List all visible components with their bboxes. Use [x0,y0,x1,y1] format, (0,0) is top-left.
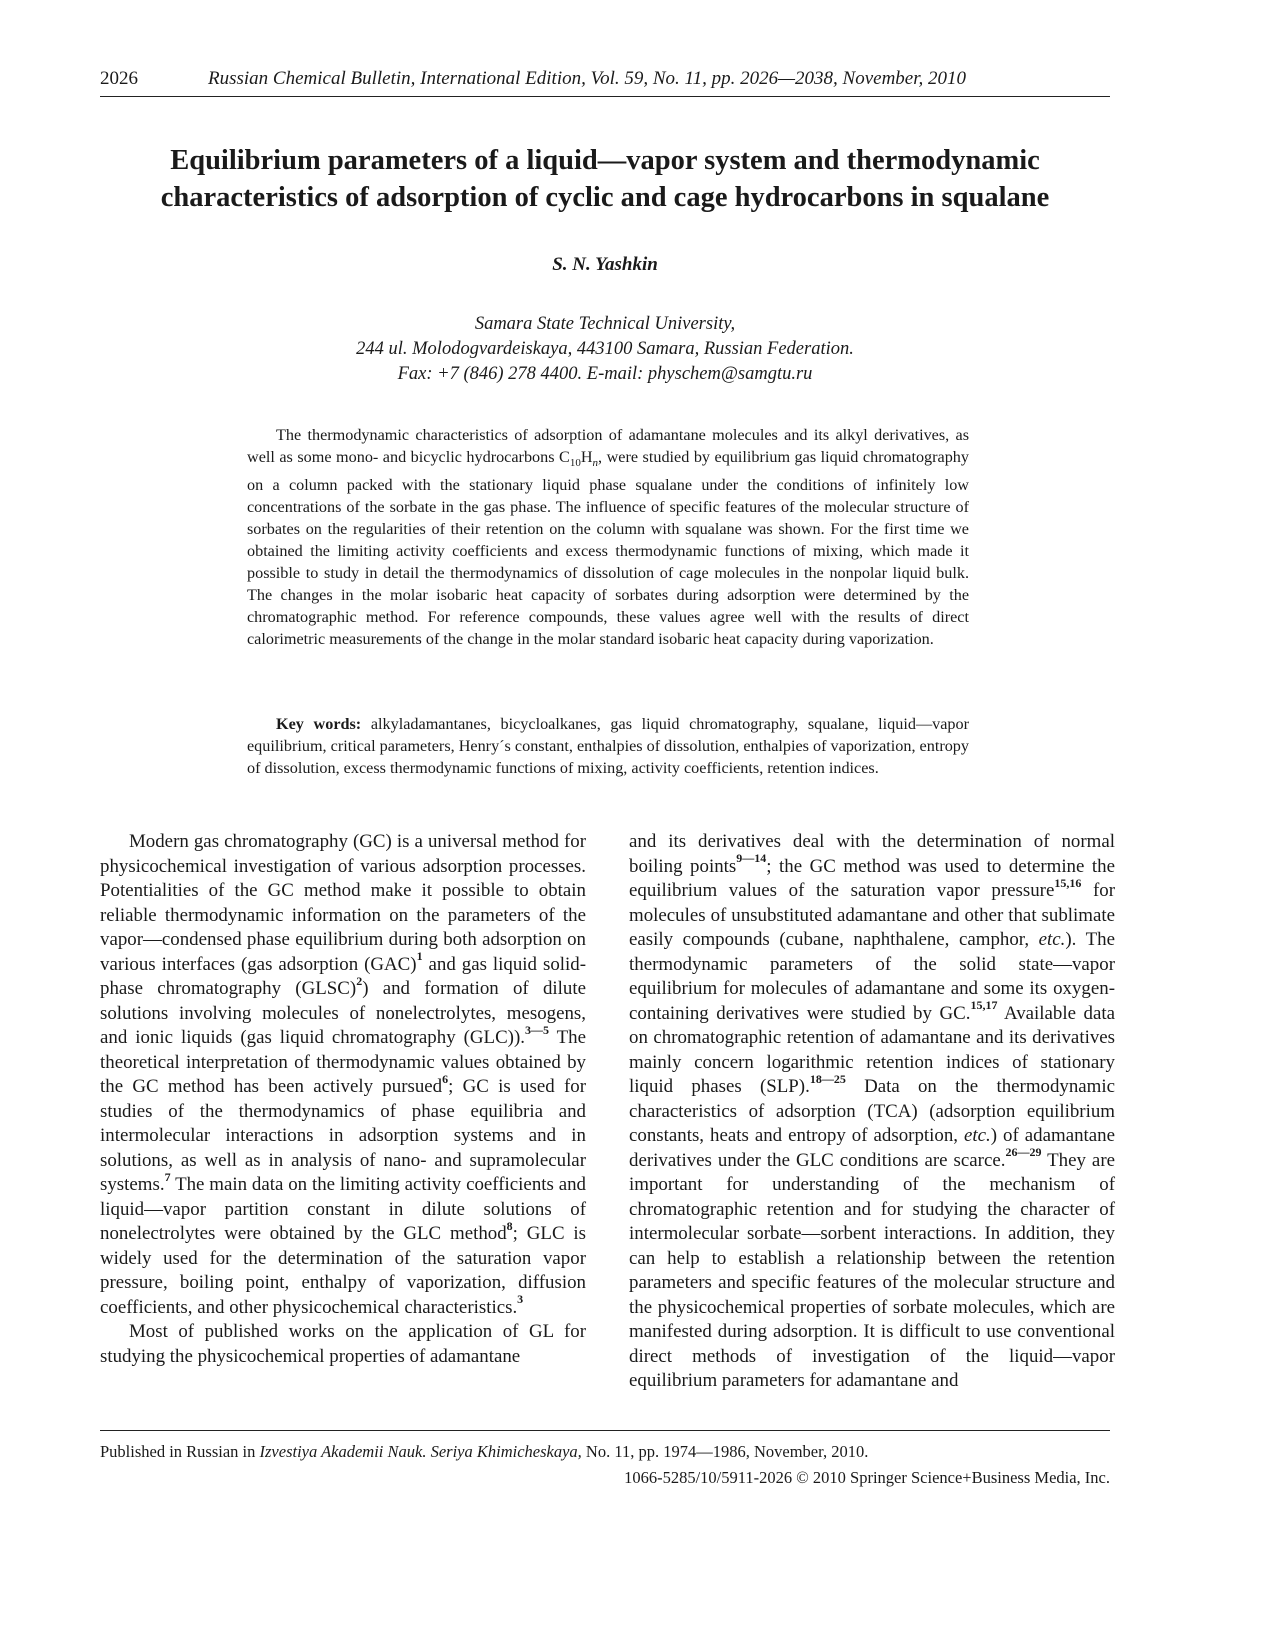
running-header [100,64,1110,97]
title-line: characteristics of adsorption of cyclic and cage hydrocarbons in squalane [160,182,1050,213]
title-line: Equilibrium parameters of a liquid—vapor system and thermodynamic [170,145,1040,176]
reference-marker[interactable]: 15,16 [1054,875,1082,890]
reference-marker[interactable]: 7 [164,1169,171,1184]
reference-marker[interactable]: 9—14 [736,851,767,866]
keywords-label: Key words: [276,715,362,733]
reference-marker[interactable]: 18—25 [809,1071,846,1086]
reference-marker[interactable]: 6 [442,1071,449,1086]
reference-marker[interactable]: 2 [356,973,363,988]
keywords-text: alkyladamantanes, bicycloalkanes, gas liquid chromatography, squalane, liquid—vapor equilibrium, critical parameters, Henry´s constant, enthalpies of dissolution, enthalpies of vaporization, entropy of dissolution, excess thermodynamic functions of mixing, activity coefficients, retention indices. [247,715,970,777]
publication-note: Published in Russian in Izvestiya Akademii Nauk. Seriya Khimicheskaya, No. 11, pp. 1974—1986, November, 2010. [100,1442,869,1461]
page-number: 2026 [100,68,138,89]
reference-marker[interactable]: 26—29 [1005,1145,1042,1160]
body-paragraph: Most of published works on the application of GL for studying the physicochemical properties of adamantane [100,1321,586,1367]
reference-marker[interactable]: 3 [517,1292,524,1307]
journal-citation: Russian Chemical Bulletin, International Edition, Vol. 59, No. 11, pp. 2026—2038, November, 2010 [208,68,967,89]
affiliation-contact: Fax: +7 (846) 278 4400. E-mail: physchem@samgtu.ru [397,364,813,384]
author-name: S. N. Yashkin [552,254,658,275]
article-title [100,142,1110,216]
keywords [247,713,969,779]
formula: $C_{10}H_n$ [559,448,599,470]
abstract-text: The thermodynamic characteristics of adsorption of adamantane molecules and its alkyl derivatives, as well as some mono- and bicyclic hydrocarbons [247,426,969,466]
abstract-text: , were studied by equilibrium gas liquid chromatography on a column packed with the stationary liquid phase squalane under the conditions of infinitely low concentrations of the sorbate in the gas phase. The influence of specific features of the molecular structure of sorbates on the regularities of their retention on the column with squalane was shown. For the first time we obtained the limiting activity coefficients and excess thermodynamic functions of mixing, which made it possible to study in detail the thermodynamics of dissolution of cage molecules in the nonpolar liquid bulk. The changes in the molar isobaric heat capacity of sorbates during adsorption were determined by the chromatographic method. For reference compounds, these values agree well with the results of direct calorimetric measurements of the change in the molar standard isobaric heat capacity during vaporization. [247,448,969,649]
reference-marker[interactable]: 1 [416,949,423,964]
reference-marker[interactable]: 15,17 [970,998,998,1013]
body-paragraph: and its derivatives deal with the determination of normal boiling points$^{9—14}$; the GC method was used to determine the equilibrium values of the saturation vapor pressure$^{15,16}$ for molecules of unsubstituted adamantane and other that sublimate easily compounds (cubane, naphthalene, camphor, etc.). The thermodynamic parameters of the solid state—vapor equilibrium for molecules of adamantane and some its oxygen-containing derivatives were studied by GC.$^{15,17}$ Available data on chromatographic retention of adamantane and its derivatives mainly concern logarithmic retention indices of stationary liquid phases (SLP).$^{18—25}$ Data on the thermodynamic characteristics of adsorption (TCA) (adsorption equilibrium constants, heats and entropy of adsorption, etc.) of adamantane derivatives under the GLC conditions are scarce.$^{26—29}$ They are important for understanding of the mechanism of chromatographic retention and for studying the character of intermolecular sorbate—sorbent interactions. In addition, they can help to establish a relationship between the retention parameters and specific features of the molecular structure and the physicochemical properties of sorbate molecules, which are manifested during adsorption. It is difficult to use conventional direct methods of investigation of the liquid—vapor equilibrium parameters for adamantane and [629,831,1116,1391]
copyright-line: 1066-5285/10/5911-2026 © 2010 Springer Science+Business Media, Inc. [624,1468,1110,1487]
body-column-right [629,830,1115,1394]
abstract [247,424,969,650]
page-footer [100,1430,1110,1491]
affiliation-line: Samara State Technical University, [474,314,736,334]
affiliation [100,312,1110,387]
body-column-left [100,830,586,1369]
russian-journal-name: Izvestiya Akademii Nauk. Seriya Khimicheskaya, [259,1442,582,1461]
affiliation-line: 244 ul. Molodogvardeiskaya, 443100 Samara, Russian Federation. [356,339,854,359]
reference-marker[interactable]: 8 [506,1218,513,1233]
reference-marker[interactable]: 3—5 [525,1022,549,1037]
body-paragraph: Modern gas chromatography (GC) is a universal method for physicochemical investigation of various adsorption processes. Potentialities of the GC method make it possible to obtain reliable thermodynamic information on the parameters of the vapor—condensed phase equilibrium during both adsorption on various interfaces (gas adsorption (GAC)$^1$ and gas liquid solid-phase chromatography (GLSC)$^2$) and formation of dilute solutions involving molecules of nonelectrolytes, mesogens, and ionic liquids (gas liquid chromatography (GLC)).$^{3—5}$ The theoretical interpretation of thermodynamic values obtained by the GC method has been actively pursued$^6$; GC is used for studies of the thermodynamics of phase equilibria and intermolecular interactions in adsorption systems and in solutions, as well as in analysis of nano- and supramolecular systems.$^7$ The main data on the limiting activity coefficients and liquid—vapor partition constant in dilute solutions of nonelectrolytes were obtained by the GLC method$^8$; GLC is widely used for the determination of the saturation vapor pressure, boiling point, enthalpy of vaporization, diffusion coefficients, and other physicochemical characteristics.$^3$ [100,831,587,1318]
